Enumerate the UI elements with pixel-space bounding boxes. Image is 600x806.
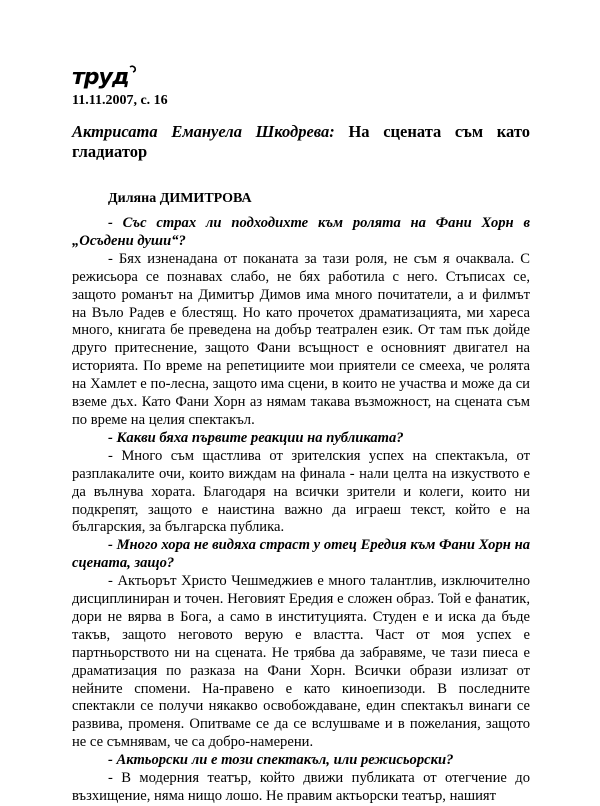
svg-text:труд: труд	[72, 65, 129, 90]
issue-date: 11.11.2007, с. 16	[72, 93, 168, 108]
answer-paragraph: - В модерния театър, който движи публиката от отегчение до възхищение, няма нищо лошо. Не правим актьорски театър, нашият	[72, 770, 530, 804]
article-headline	[72, 122, 530, 161]
question-paragraph: - Много хора не видяха страст у отец Ередия към Фани Хорн на сцената, защо?	[72, 537, 530, 572]
answer-paragraph: - Много съм щастлива от зрителския успех на спектакъла, от разплакалите очи, които виждам на финала - нали целта на изкуството е да вълнува хората. Благодаря на всички зрители и колеги, които ни подкрепят, защото е наистина важно да играеш текст, който е на българския, за българска публика.	[72, 447, 530, 536]
answer-paragraph: - Актьорът Христо Чешмеджиев е много талантлив, изключително дисциплиниран и точен. Неговият Ередия е сложен образ. Той е фанатик, дори не вярва в Бога, а само в институцията. Студен е и иска да бъде такъв, защото неговото верую е властта. Част от моя успех е партньорството ни на сцената. Не трябва да забравяме, че тази пиеса е драматизация по разказа на Фани Хорн. Всички образи излизат от нейните спомени. На-правено е като киноепизоди. В последните спектакли се получи някакво освобождаване, един спектакъл винаги се развива, променя. Опитваме се да се вслушваме и в пожелания, защото не се съмнявам, че са добро-намерени.	[72, 573, 530, 751]
article-body	[72, 215, 530, 806]
answer-paragraph: - Бях изненадана от поканата за тази роля, не съм я очаквала. С режисьора се познавах слабо, не бях работила с него. Стъписах се, защото романът на Димитър Димов има много почитатели, а и филмът на Вълo Радев е блестящ. Но като прочетох драматизацията, ми хареса много, книгата бе преведена на добър театрален език. От там пък дойде друго притеснение, защото Фани всъщност е основният двигател на историята. По време на репетициите мои приятели се смееха, че ролята на Хамлет е по-лесна, защото има сцени, в които не участва и може да си вземе дъх. Като Фани Хорн аз нямам такава възможност, на сцената съм по време на целия спектакъл.	[72, 250, 530, 428]
question-paragraph: - Със страх ли подходихте към ролята на Фани Хорн в „Осъдени души“?	[72, 215, 530, 249]
trud-logo	[72, 64, 138, 90]
headline-title: На сцената съм като гладиатор	[72, 122, 530, 161]
question-paragraph: - Какви бяха първите реакции на публиката?	[108, 429, 404, 446]
question-paragraph: - Актьорски ли е този спектакъл, или режисьорски?	[108, 752, 454, 769]
author-byline: Диляна ДИМИТРОВА	[108, 191, 252, 206]
headline-prefix: Актрисата Емануела Шкодрева:	[72, 122, 335, 141]
